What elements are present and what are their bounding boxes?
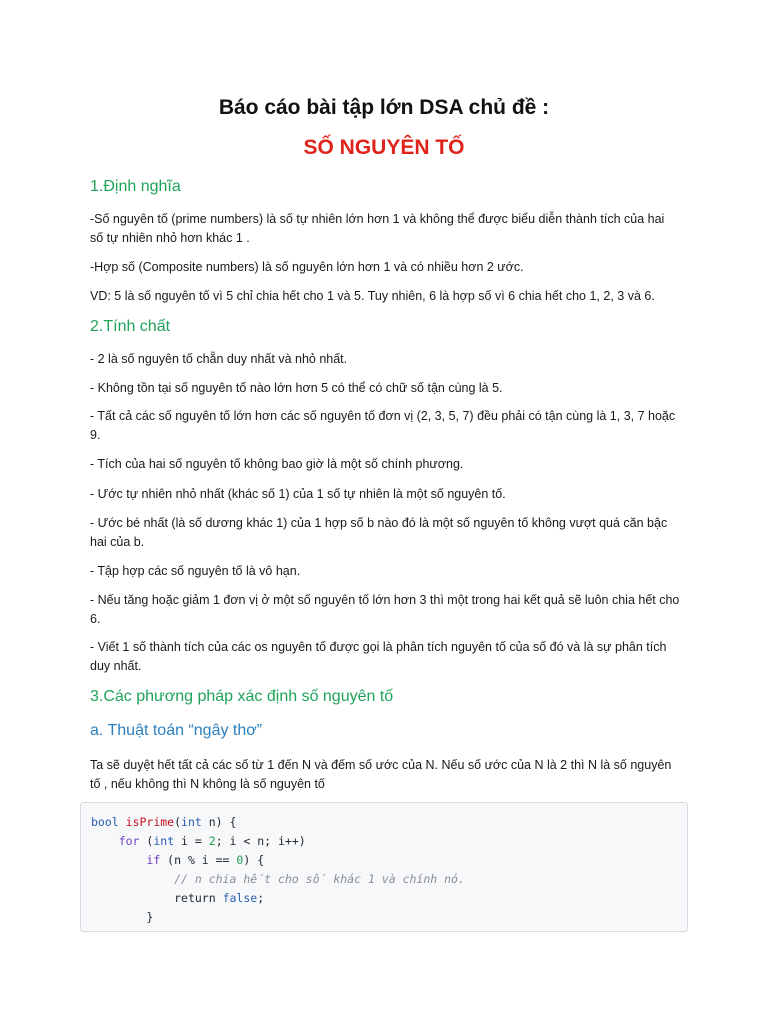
code-token: int — [181, 815, 202, 829]
document-subtitle: SỐ NGUYÊN TỐ — [303, 136, 465, 159]
property-item: - Tích của hai số nguyên tố không bao giờ là một số chính phương. — [90, 457, 464, 471]
property-item: - Tất cả các số nguyên tố lớn hơn các số nguyên tố đơn vị (2, 3, 5, 7) đều phải có tận cùng là 1, 3, 7 hoặc 9. — [90, 409, 676, 442]
property-item: - Không tồn tại số nguyên tố nào lớn hơn 5 có thể có chữ số tận cùng là 5. — [90, 381, 503, 395]
code-line — [91, 908, 687, 927]
section-1-heading: 1.Định nghĩa — [90, 178, 181, 195]
code-token: int — [153, 834, 175, 848]
definition-prime: -Số nguyên tố (prime numbers) là số tự nhiên lớn hơn 1 và không thể được biểu diễn thành tích của hai số tự nhiên nhỏ hơn khác 1 . — [90, 212, 665, 245]
code-token: ; — [257, 891, 265, 905]
code-line — [91, 851, 687, 870]
document-title: Báo cáo bài tập lớn DSA chủ đề : — [218, 96, 550, 119]
code-line — [91, 870, 687, 889]
code-token: n) { — [201, 815, 237, 829]
naive-algorithm-description: Ta sẽ duyệt hết tất cả các số từ 1 đến N và đếm số ước của N. Nếu số ước của N là 2 thì N là số nguyên tố , nếu không thì N không là số nguyên tố — [90, 758, 672, 791]
code-block — [80, 802, 688, 932]
code-token: false — [222, 891, 258, 905]
code-token: 2 — [208, 834, 216, 848]
definition-composite: -Hợp số (Composite numbers) là số nguyên lớn hơn 1 và có nhiều hơn 2 ước. — [90, 260, 524, 274]
property-item: - Tập hợp các số nguyên tố là vô hạn. — [90, 564, 301, 578]
code-token: if — [146, 853, 161, 867]
code-comment: // n chia hết cho số khác 1 và chính nó. — [174, 872, 465, 886]
section-2-heading: 2.Tính chất — [90, 318, 171, 335]
code-token: for — [118, 834, 140, 848]
property-item: - Nếu tăng hoặc giảm 1 đơn vị ở một số nguyên tố lớn hơn 3 thì một trong hai kết quả sẽ luôn chia hết cho 6. — [90, 593, 680, 626]
code-line: bool isPrime(int n) { — [91, 815, 237, 829]
code-token: return — [174, 891, 216, 905]
code-token: (n % i == — [160, 853, 237, 867]
code-token: ( — [139, 834, 154, 848]
code-token: ) { — [243, 853, 265, 867]
section-3-heading: 3.Các phương pháp xác định số nguyên tố — [90, 688, 394, 705]
code-token: bool — [91, 815, 119, 829]
property-item: - Ước bé nhất (là số dương khác 1) của 1 hợp số b nào đó là một số nguyên tố không vượt quá căn bậc hai của b. — [90, 516, 668, 549]
property-item: - 2 là số nguyên tố chẵn duy nhất và nhỏ nhất. — [90, 352, 348, 366]
code-token: ; i < n; i++) — [215, 834, 306, 848]
property-item: - Viết 1 số thành tích của các os nguyên tố được gọi là phân tích nguyên tố của số đó và là sự phân tích duy nhất. — [90, 640, 667, 673]
code-token: 0 — [236, 853, 244, 867]
code-line — [91, 889, 687, 908]
code-token: } — [146, 910, 154, 924]
subsection-a-heading: a. Thuật toán “ngây thơ” — [90, 722, 263, 739]
property-item: - Ước tự nhiên nhỏ nhất (khác số 1) của 1 số tự nhiên là một số nguyên tố. — [90, 487, 506, 501]
definition-example: VD: 5 là số nguyên tố vì 5 chỉ chia hết cho 1 và 5. Tuy nhiên, 6 là hợp số vì 6 chia hết cho 1, 2, 3 và 6. — [90, 289, 655, 303]
code-token: i = — [174, 834, 209, 848]
code-token: isPrime — [125, 815, 175, 829]
code-line — [91, 832, 687, 851]
